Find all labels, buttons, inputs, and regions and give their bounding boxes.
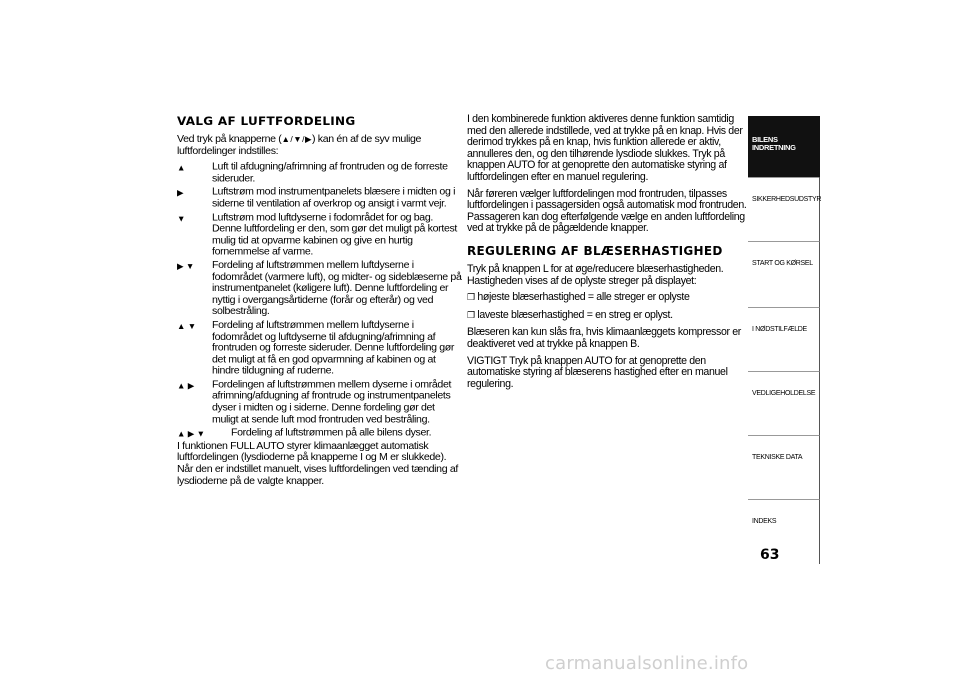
option-row [177, 260, 462, 318]
option-row [177, 212, 462, 258]
option-text: Luftstrøm mod instrumentpanelets blæsere i midten og i siderne til ventilation af overkrop og ansigt i varmt vejr. [212, 185, 456, 210]
watermark: carmanualsonline.info [545, 653, 749, 674]
tab-bilens-indretning[interactable] [748, 116, 820, 178]
up-arrow-icon: ▲ [177, 162, 186, 173]
fan-off-paragraph: Blæseren kan kun slås fra, hvis klimaanlæggets kompressor er deaktiveret ved at trykke på knappen B. [467, 326, 741, 350]
option-text: Luftstrøm mod luftdyserne i fodområdet for og bag. Denne luftfordeling er den, som gør det muligt på kortest mulig tid at opvarme kabinen og give en hurtig fornemmelse af varme. [212, 211, 458, 258]
page-number: 63 [760, 547, 780, 563]
intro-paragraph [177, 134, 462, 157]
tab-label: START OG KØRSEL [752, 260, 813, 267]
option-text: Fordelingen af luftstrømmen mellem dyserne i området afrimning/afdugning af frontrude og instrumentpanelets dyser i midten og i siderne. Denne fordeling gør det muligt at sende luft mod frontruden ved bestråling. [212, 378, 452, 426]
right-arrow-icon: ▶ [177, 187, 184, 198]
option-text: Fordeling af luftstrømmen mellem luftdyserne i fodområdet og luftdyserne til afdugning/afrimning af frontruden og forreste sideruder. Denne luftfordeling gør det muligt at få en god opvarmning af kabinen og at hindre tildugning af ruderne. [212, 318, 455, 377]
option-row [177, 320, 462, 378]
right-column [467, 114, 747, 395]
checkbox-bullet-icon: ❒ [467, 293, 475, 304]
option-text: Fordeling af luftstrømmen på alle bilens dyser. [231, 426, 432, 439]
full-auto-paragraph: I funktionen FULL AUTO styrer klimaanlægget automatisk luftfordelingen (lysdioderne på knapperne I og M er slukkede). Når den er indstillet manuelt, vises luftfordelingen ved tænding af lysdioderne på de valgte knapper. [177, 440, 458, 487]
intro-text-end: ) kan én af de syv mulige luftfordelinger indstilles: [177, 132, 422, 157]
tab-label: VEDLIGEHOLDELSE [752, 390, 816, 397]
up-down-arrow-icons: ▲ ▼ [177, 320, 197, 331]
section-heading-air-distribution: VALG AF LUFTFORDELING [177, 114, 356, 128]
tab-i-nodstilfaelde[interactable] [748, 308, 820, 372]
section-heading-fan-speed: REGULERING AF BLÆSERHASTIGHED [467, 243, 723, 258]
checkbox-bullet-icon: ❒ [467, 310, 475, 321]
arrow-icons-inline: ▲/▼/▶ [281, 133, 313, 144]
windscreen-distribution-paragraph: Når føreren vælger luftfordelingen mod frontruden, tilpasses luftfordelingen i passagersiden også automatisk mod frontruden. Passageren kan dog efterfølgende vælge en anden luftfordeling ved at trykke på de pågældende knapper. [467, 187, 747, 235]
down-arrow-icon: ▼ [177, 213, 186, 223]
right-down-arrow-icons: ▶ ▼ [177, 261, 195, 272]
tab-label: TEKNISKE DATA [752, 454, 803, 461]
fan-speed-paragraph: Tryk på knappen L for at øge/reducere blæserhastigheden. Hastigheden vises af de oplyste streger på displayet: [467, 262, 724, 287]
chapter-tabs [748, 116, 820, 564]
tab-label: BILENS INDRETNING [752, 135, 796, 152]
option-row [177, 379, 462, 425]
option-row [177, 428, 462, 440]
bullet-highest [467, 292, 747, 305]
up-right-arrow-icons: ▲ ▶ [177, 380, 195, 391]
option-row [177, 187, 462, 210]
tab-label: SIKKERHEDSUDSTYR [752, 196, 822, 203]
tab-vedligeholdelse[interactable] [748, 372, 820, 436]
tab-sikkerhedsudstyr[interactable] [748, 178, 820, 242]
combined-function-paragraph: I den kombinerede funktion aktiveres denne funktion samtidig med den allerede indstillede, ved at trykke på en knap. Hvis der derimod trykkes på en knap, hvis funktion allerede er aktiv, annulleres den, og den tilhørende lysdiode slukkes. Tryk på knappen AUTO for at genoprette den automatiske styring af luftfordelingen efter en manuel regulering. [467, 113, 743, 183]
important-paragraph: VIGTIGT Tryk på knappen AUTO for at genoprette den automatiske styring af blæserens hastighed efter en manuel regulering. [467, 354, 728, 390]
tab-label: I NØDSTILFÆLDE [752, 326, 807, 333]
option-row [177, 162, 462, 185]
bullet-text: laveste blæserhastighed = en streg er oplyst. [477, 308, 673, 321]
bullet-text: højeste blæserhastighed = alle streger er oplyste [477, 291, 690, 304]
left-column [177, 114, 462, 492]
tab-indeks[interactable] [748, 500, 820, 564]
tab-start-og-korsel[interactable] [748, 242, 820, 308]
option-text: Luft til afdugning/afrimning af frontruden og de forreste sideruder. [212, 160, 448, 185]
bullet-lowest [467, 310, 747, 323]
tab-tekniske-data[interactable] [748, 436, 820, 500]
up-right-down-arrow-icons: ▲ ▶ ▼ [177, 428, 206, 439]
option-text: Fordeling af luftstrømmen mellem luftdyserne i fodområdet (varmere luft), og midter- og sideblæserne på instrumentpanelet (køligere luft). Denne luftfordeling er nyttig i overgangsårtiderne (forår og efterår) og ved solbestråling. [212, 259, 462, 318]
tab-label: INDEKS [752, 518, 777, 525]
intro-text-start: Ved tryk på knapperne ( [177, 132, 282, 145]
